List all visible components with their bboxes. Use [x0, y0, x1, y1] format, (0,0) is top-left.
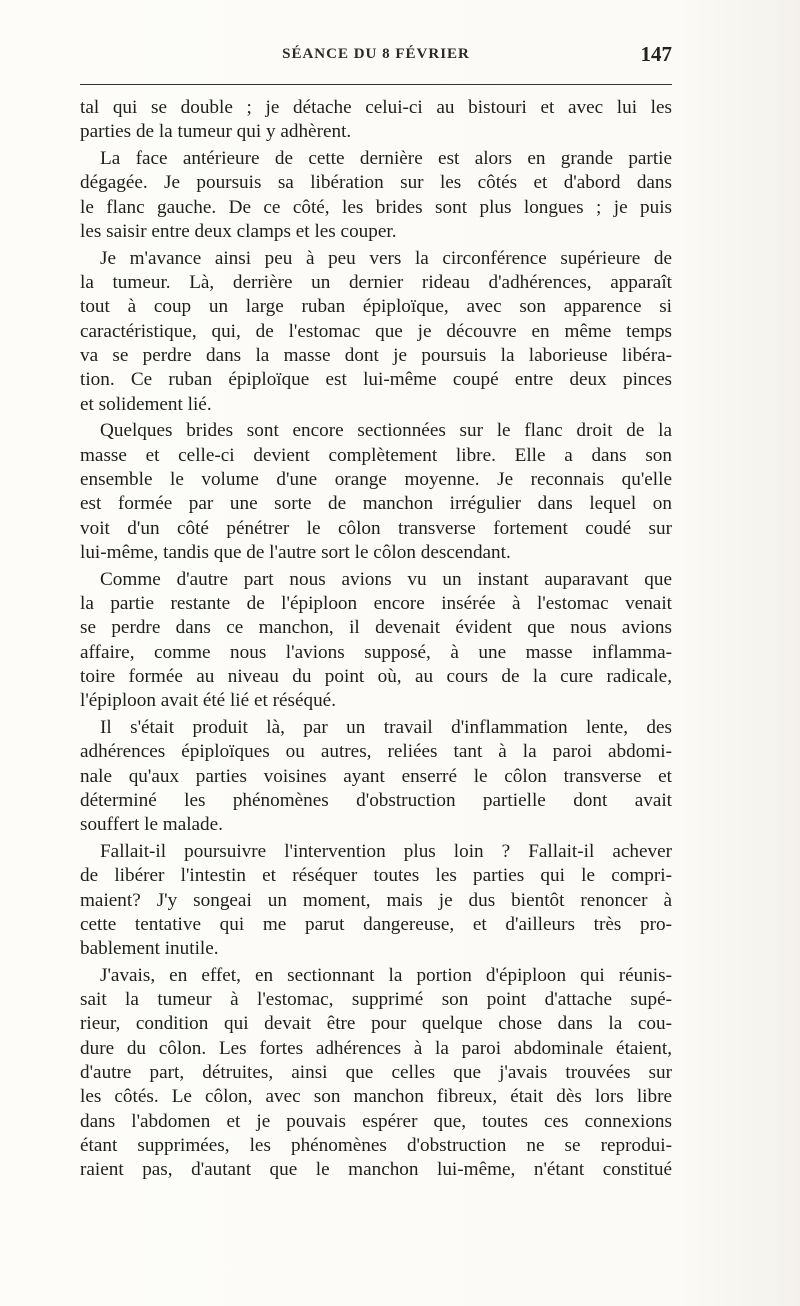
text-line: les saisir entre deux clamps et les couper.: [80, 220, 397, 242]
paragraph: [80, 716, 672, 837]
text-line: rieur, condition qui devait être pour quelque chose dans la cou-: [80, 1013, 672, 1035]
page-number: 147: [640, 42, 672, 66]
text-line: maient? J'y songeai un moment, mais je dus bientôt renoncer à: [80, 889, 672, 911]
text-line: nale qu'aux parties voisines ayant enserré le côlon transverse et: [80, 765, 672, 787]
text-line: va se perdre dans la masse dont je poursuis la laborieuse libéra-: [80, 344, 672, 366]
text-line: parties de la tumeur qui y adhèrent.: [80, 121, 352, 143]
text-line: raient pas, d'autant que le manchon lui-même, n'étant constitué: [80, 1159, 672, 1181]
header-rule: [80, 84, 672, 85]
text-line: et solidement lié.: [80, 393, 212, 415]
text-line: J'avais, en effet, en sectionnant la portion d'épiploon qui réunis-: [100, 964, 672, 986]
paragraph: [80, 419, 672, 565]
text-line: dans l'abdomen et je pouvais espérer que, toutes ces connexions: [80, 1110, 672, 1132]
text-line: dure du côlon. Les fortes adhérences à la paroi abdominale étaient,: [80, 1037, 672, 1059]
paragraph: [80, 96, 672, 145]
running-header: [80, 42, 672, 74]
text-line: sait la tumeur à l'estomac, supprimé son point d'attache supé-: [80, 989, 672, 1011]
text-line: ensemble le volume d'une orange moyenne. Je reconnais qu'elle: [80, 468, 672, 490]
text-line: d'autre part, détruites, ainsi que celles que j'avais trouvées sur: [80, 1062, 672, 1084]
text-line: tal qui se double ; je détache celui-ci au bistouri et avec lui les: [80, 97, 672, 118]
text-line: Je m'avance ainsi peu à peu vers la circonférence supérieure de: [100, 247, 672, 269]
text-line: de libérer l'intestin et réséquer toutes les parties qui le compri-: [80, 865, 672, 887]
text-line: la tumeur. Là, derrière un dernier rideau d'adhérences, apparaît: [80, 272, 672, 294]
text-line: toire formée au niveau du point où, au cours de la cure radicale,: [80, 665, 672, 687]
text-line: le flanc gauche. De ce côté, les brides sont plus longues ; je puis: [80, 196, 672, 218]
text-line: déterminé les phénomènes d'obstruction partielle dont avait: [80, 789, 672, 811]
body-text: [80, 96, 672, 1185]
text-line: adhérences épiploïques ou autres, reliées tant à la paroi abdomi-: [80, 741, 672, 763]
text-line: se perdre dans ce manchon, il devenait évident que nous avions: [80, 617, 672, 639]
text-line: masse et celle-ci devient complètement libre. Elle a dans son: [80, 444, 672, 466]
text-line: La face antérieure de cette dernière est alors en grande partie: [100, 148, 672, 170]
paragraph: [80, 147, 672, 244]
text-line: étant supprimées, les phénomènes d'obstruction ne se reprodui-: [80, 1134, 672, 1156]
text-line: dégagée. Je poursuis sa libération sur les côtés et d'abord dans: [80, 172, 672, 194]
text-line: la partie restante de l'épiploon encore insérée à l'estomac venait: [80, 592, 672, 614]
text-line: tion. Ce ruban épiploïque est lui-même coupé entre deux pinces: [80, 369, 672, 391]
text-line: lui-même, tandis que de l'autre sort le côlon descendant.: [80, 541, 511, 563]
text-line: bablement inutile.: [80, 938, 219, 960]
header-title: SÉANCE DU 8 FÉVRIER: [282, 46, 470, 62]
text-line: souffert le malade.: [80, 814, 223, 836]
paragraph: [80, 964, 672, 1183]
text-line: voit d'un côté pénétrer le côlon transverse fortement coudé sur: [80, 517, 672, 539]
text-line: Comme d'autre part nous avions vu un instant auparavant que: [100, 568, 672, 590]
paragraph: [80, 247, 672, 417]
text-line: l'épiploon avait été lié et réséqué.: [80, 690, 336, 712]
text-line: affaire, comme nous l'avions supposé, à une masse inflamma-: [80, 641, 672, 663]
paragraph: [80, 840, 672, 961]
text-line: Fallait-il poursuivre l'intervention plus loin ? Fallait-il achever: [100, 840, 672, 862]
text-line: les côtés. Le côlon, avec son manchon fibreux, était dès lors libre: [80, 1086, 672, 1108]
text-line: Il s'était produit là, par un travail d'inflammation lente, des: [100, 716, 672, 738]
text-line: tout à coup un large ruban épiploïque, avec son apparence si: [80, 296, 672, 318]
text-line: Quelques brides sont encore sectionnées sur le flanc droit de la: [100, 420, 672, 442]
paragraph: [80, 568, 672, 714]
text-line: est formée par une sorte de manchon irrégulier dans lequel on: [80, 493, 672, 515]
text-line: caractéristique, qui, de l'estomac que je découvre en même temps: [80, 320, 672, 342]
text-line: cette tentative qui me parut dangereuse, et d'ailleurs très pro-: [80, 913, 672, 935]
